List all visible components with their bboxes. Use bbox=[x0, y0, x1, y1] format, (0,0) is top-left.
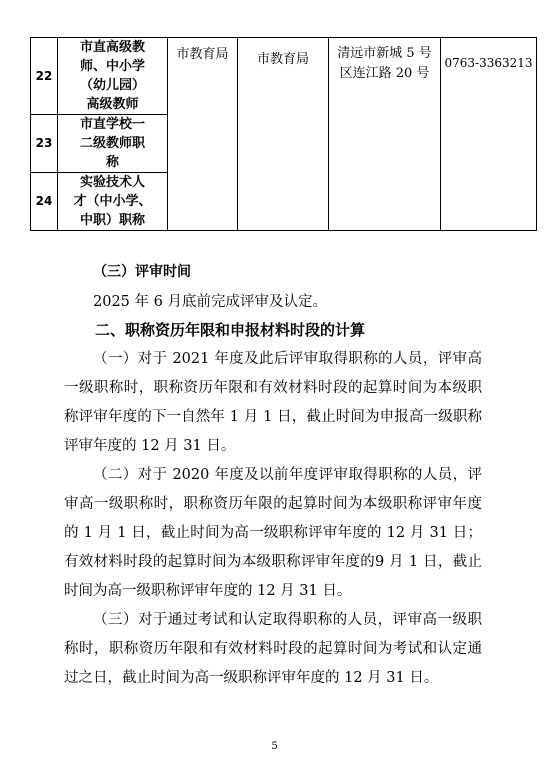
paragraph-block bbox=[64, 345, 482, 693]
office-cell: 市教育局 bbox=[238, 38, 329, 231]
row-number: 22 bbox=[31, 38, 58, 115]
paragraph: （三）对于通过考试和认定取得职称的人员，评审高一级职称时，职称资历年限和有效材料时段的起算时间为考试和认定通过之日，截止时间为高一级职称评审年度的 12 月 31 日。 bbox=[64, 612, 482, 686]
title-name-cell: 市直高级教 师、中小学 （幼儿园） 高级教师 bbox=[58, 38, 168, 115]
phone-cell: 0763-3363213 bbox=[441, 38, 537, 231]
table-row bbox=[31, 38, 537, 115]
section-heading-calculation: 二、职称资历年限和申报材料时段的计算 bbox=[95, 321, 366, 339]
review-time-text: 2025 年 6 月底前完成评审及认定。 bbox=[93, 294, 327, 310]
section-heading-review-time: （三）评审时间 bbox=[93, 264, 191, 280]
paragraph: （一）对于 2021 年度及此后评审取得职称的人员，评审高一级职称时，职称资历年限和有效材料时段的起算时间为本级职称评审年度的下一自然年 1 月 1 日，截止时间为申报高一级职称评审年度的 12 月 31 日。 bbox=[64, 351, 482, 454]
title-name-cell: 市直学校一 二级教师职 称 bbox=[58, 115, 168, 173]
address-cell: 清远市新城 5 号 区连江路 20 号 bbox=[329, 38, 441, 231]
row-number: 24 bbox=[31, 173, 58, 231]
page-number: 5 bbox=[271, 741, 278, 752]
job-title-table bbox=[30, 37, 537, 231]
department-cell: 市教育局 bbox=[168, 38, 238, 231]
title-name-cell: 实验技术人 才（中小学、 中职）职称 bbox=[58, 173, 168, 231]
row-number: 23 bbox=[31, 115, 58, 173]
paragraph: （二）对于 2020 年度及以前年度评审取得职称的人员，评审高一级职称时，职称资历年限的起算时间为本级职称评审年度的 1 月 1 日，截止时间为高一级职称评审年度的 12 月 31 日；有效材料时段的起算时间为本级职称评审年度的9 月 1 日，截止时间为高一级职称评审年度的 12 月 31 日。 bbox=[64, 467, 482, 599]
